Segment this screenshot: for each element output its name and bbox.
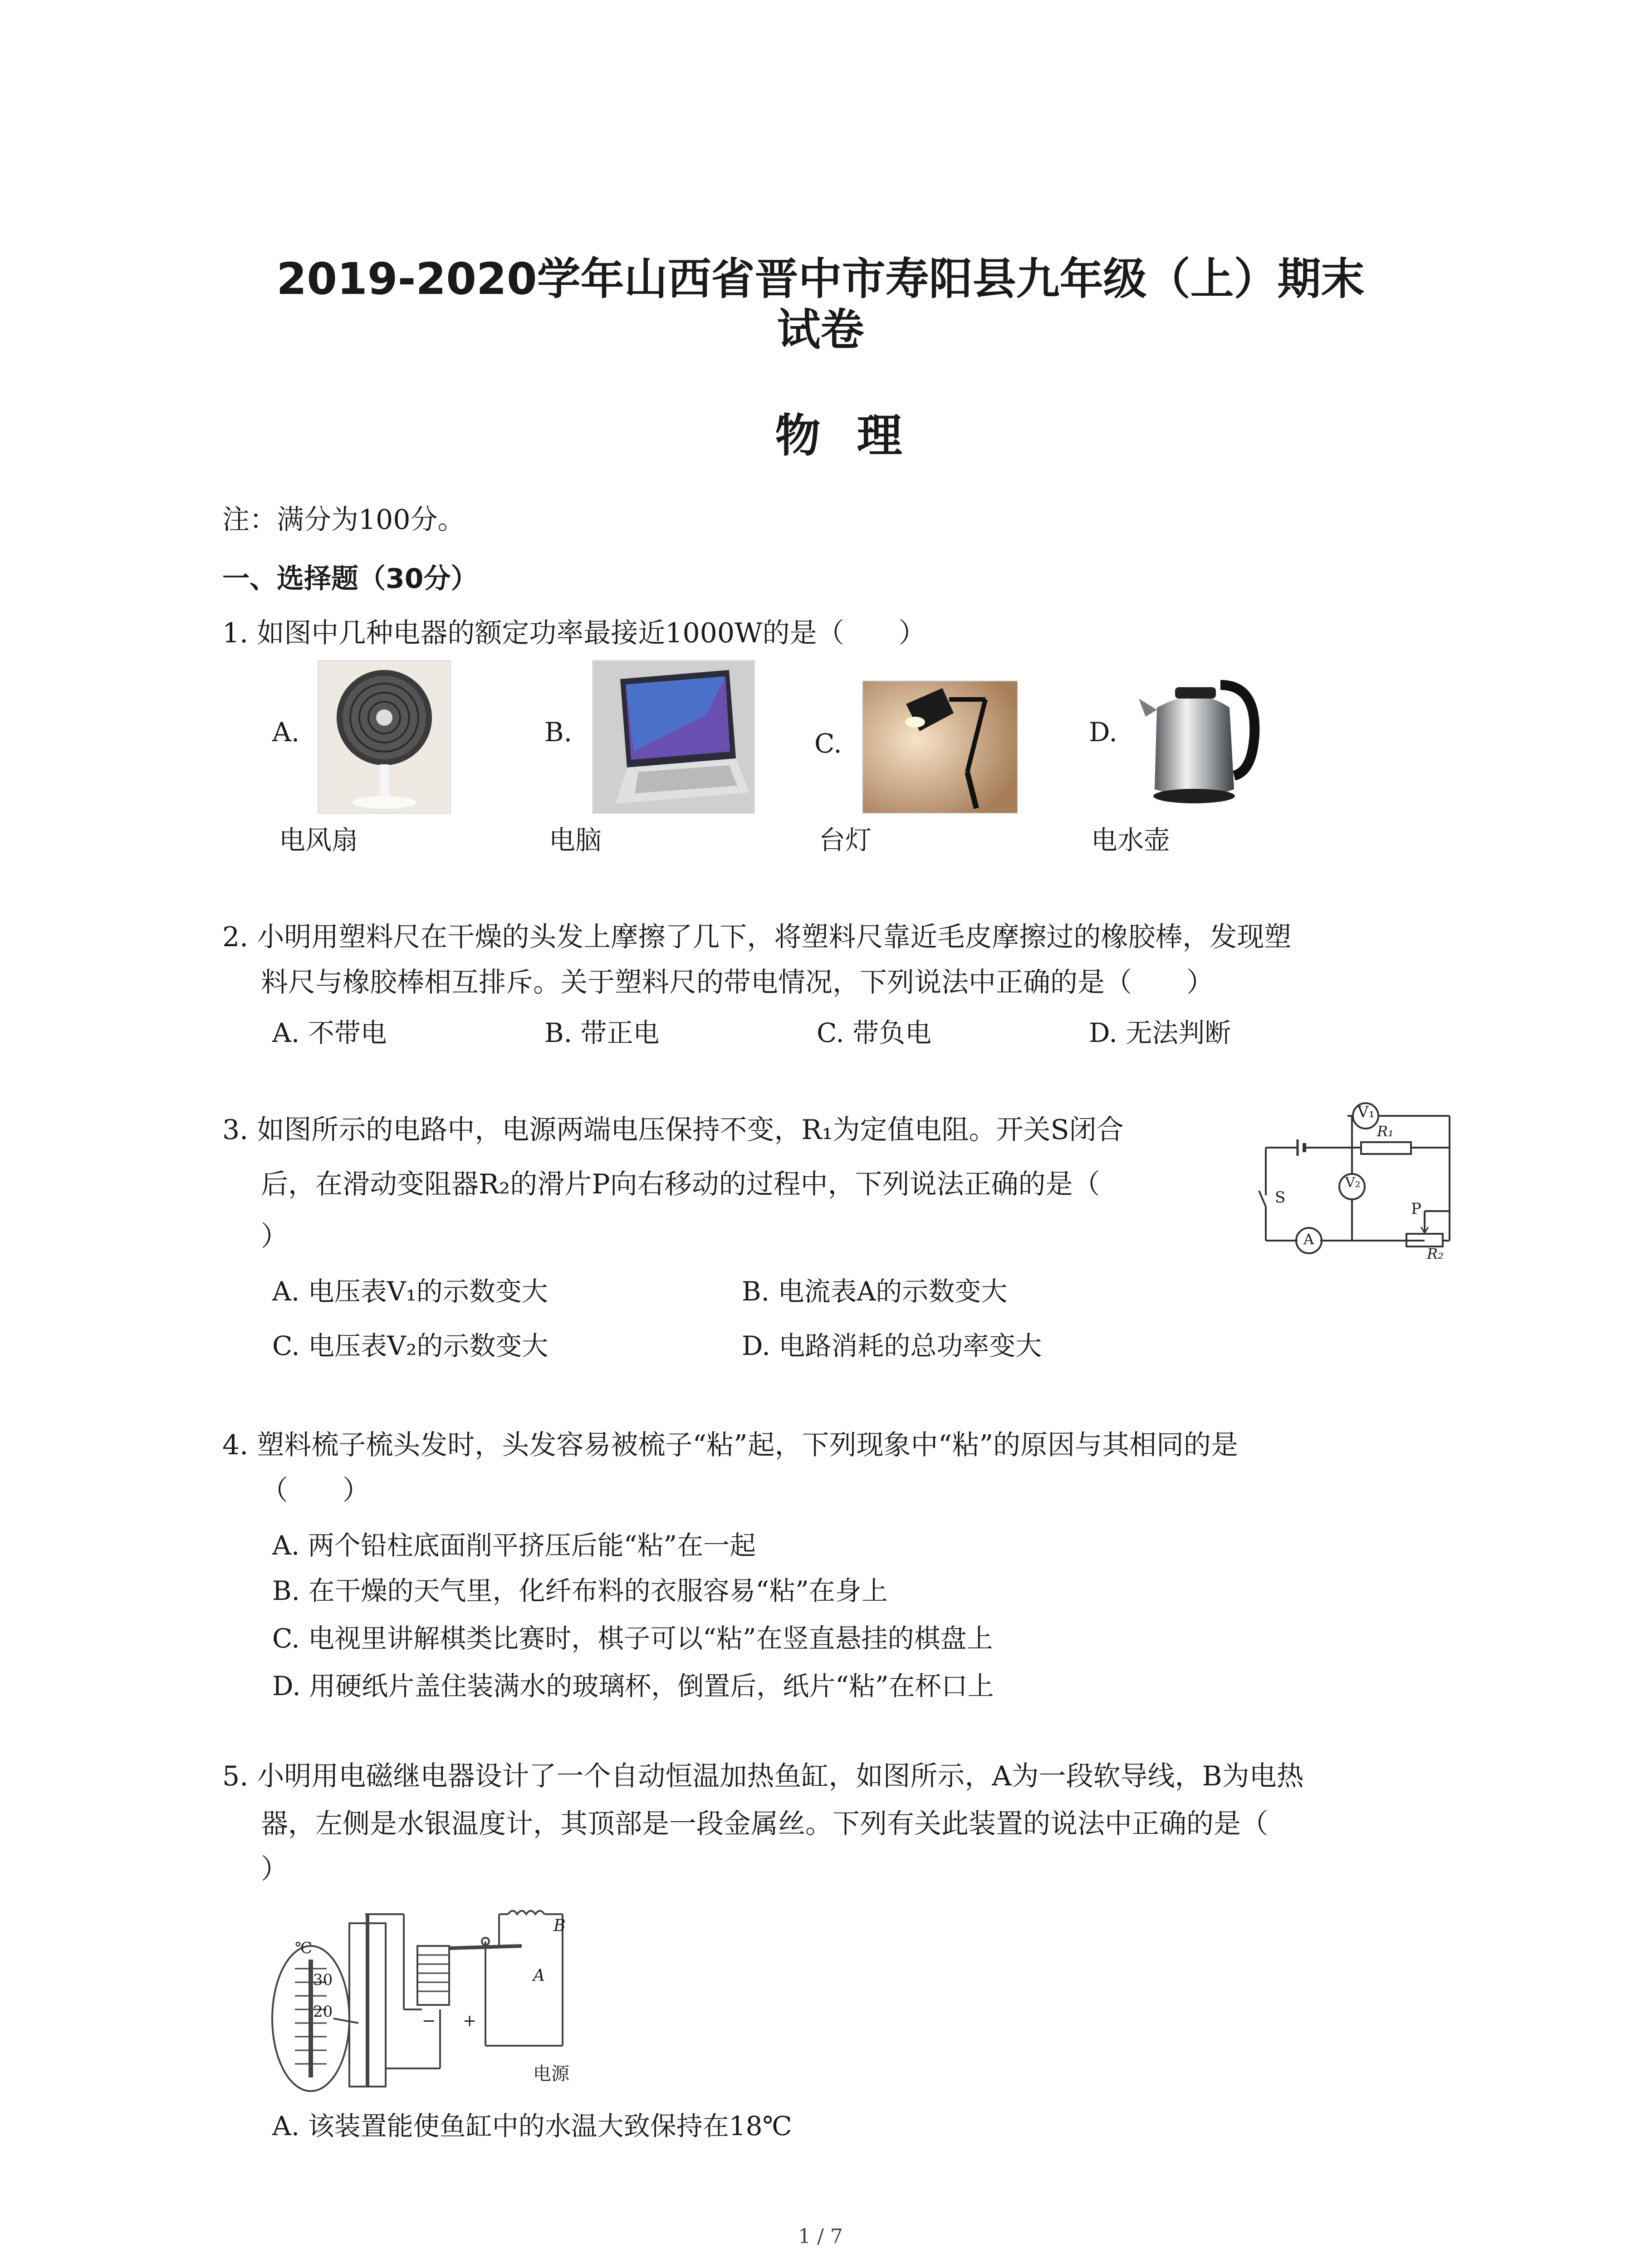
- q3-option-d: D. 电路消耗的总功率变大: [742, 1330, 1042, 1361]
- question-3-line3: ）: [261, 1221, 288, 1252]
- q4-option-d: D. 用硬纸片盖住装满水的玻璃杯，倒置后，纸片“粘”在杯口上: [272, 1671, 994, 1701]
- q5-relay-diagram: [268, 1896, 612, 2096]
- q1-option-d-letter: D.: [1089, 717, 1117, 748]
- q3-label-a: A: [1303, 1231, 1314, 1248]
- q4-option-a: A. 两个铅柱底面削平挤压后能“粘”在一起: [272, 1530, 756, 1561]
- q3-label-v1: V₁: [1357, 1103, 1375, 1121]
- question-2-line1: 2. 小明用塑料尺在干燥的头发上摩擦了几下，将塑料尺靠近毛皮摩擦过的橡胶棒，发现塑: [222, 921, 1292, 953]
- q3-label-s: S: [1275, 1188, 1286, 1207]
- q4-option-c: C. 电视里讲解棋类比赛时，棋子可以“粘”在竖直悬挂的棋盘上: [272, 1623, 993, 1654]
- question-1-stem: 1. 如图中几种电器的额定功率最接近1000W的是（ ）: [222, 617, 926, 649]
- q5-label-30: 30: [313, 1971, 333, 1989]
- laptop-image: [592, 660, 755, 814]
- q1-caption-fan: 电风扇: [279, 825, 358, 855]
- q5-label-b: B: [554, 1916, 566, 1935]
- q5-label-unit: ℃: [295, 1939, 313, 1957]
- q5-option-a: A. 该装置能使鱼缸中的水温大致保持在18℃: [272, 2111, 792, 2141]
- question-4-line2: （ ）: [261, 1475, 370, 1506]
- q3-option-c: C. 电压表V₂的示数变大: [272, 1330, 549, 1361]
- q3-option-b: B. 电流表A的示数变大: [742, 1276, 1008, 1307]
- q4-option-b: B. 在干燥的天气里，化纤布料的衣服容易“粘”在身上: [272, 1575, 888, 1606]
- page-title-line2: 试卷: [777, 304, 864, 355]
- q1-option-a-letter: A.: [272, 717, 300, 748]
- section-heading: 一、选择题（30分）: [222, 563, 478, 595]
- question-5-line3: ）: [261, 1853, 288, 1885]
- question-5-line2: 器，左侧是水银温度计，其顶部是一段金属丝。下列有关此装置的说法中正确的是（: [261, 1808, 1268, 1840]
- q5-label-a: A: [533, 1966, 545, 1985]
- q5-label-source: 电源: [533, 2063, 569, 2084]
- q5-label-minus: −: [422, 2012, 436, 2030]
- note-text: 注：满分为100分。: [222, 504, 465, 536]
- subject-title: 物理: [775, 409, 939, 462]
- q1-caption-lamp: 台灯: [819, 825, 872, 855]
- q5-label-plus: +: [463, 2012, 477, 2030]
- q3-circuit-diagram: [1252, 1098, 1456, 1261]
- q1-option-c-letter: C.: [814, 728, 842, 759]
- q3-label-v2: V₂: [1345, 1175, 1361, 1191]
- q1-option-b-letter: B.: [544, 717, 573, 748]
- page-title-line1: 2019-2020学年山西省晋中市寿阳县九年级（上）期末: [276, 254, 1365, 304]
- q1-caption-laptop: 电脑: [549, 825, 602, 855]
- q2-option-b: B. 带正电: [544, 1017, 660, 1048]
- q3-label-r2: R₂: [1427, 1245, 1444, 1262]
- q1-caption-kettle: 电水壶: [1091, 825, 1171, 855]
- q2-option-c: C. 带负电: [817, 1017, 932, 1048]
- fan-image: [318, 660, 451, 814]
- q2-option-d: D. 无法判断: [1089, 1017, 1231, 1048]
- question-2-line2: 料尺与橡胶棒相互排斥。关于塑料尺的带电情况，下列说法中正确的是（ ）: [261, 967, 1214, 998]
- q5-label-20: 20: [313, 2003, 333, 2021]
- page-number: 1 / 7: [798, 2225, 843, 2248]
- q2-option-a: A. 不带电: [272, 1017, 387, 1048]
- question-3-line1: 3. 如图所示的电路中，电源两端电压保持不变，R₁为定值电阻。开关S闭合: [222, 1114, 1124, 1146]
- q3-option-a: A. 电压表V₁的示数变大: [272, 1276, 548, 1307]
- lamp-image: [862, 680, 1018, 814]
- question-4-line1: 4. 塑料梳子梳头发时，头发容易被梳子“粘”起，下列现象中“粘”的原因与其相同的是: [222, 1429, 1239, 1461]
- q3-label-p: P: [1411, 1200, 1421, 1218]
- kettle-image: [1130, 667, 1266, 812]
- question-3-line2: 后，在滑动变阻器R₂的滑片P向右移动的过程中，下列说法正确的是（: [261, 1168, 1100, 1200]
- q3-label-r1: R₁: [1377, 1123, 1394, 1140]
- question-5-line1: 5. 小明用电磁继电器设计了一个自动恒温加热鱼缸，如图所示，A为一段软导线，B为电热: [222, 1760, 1304, 1792]
